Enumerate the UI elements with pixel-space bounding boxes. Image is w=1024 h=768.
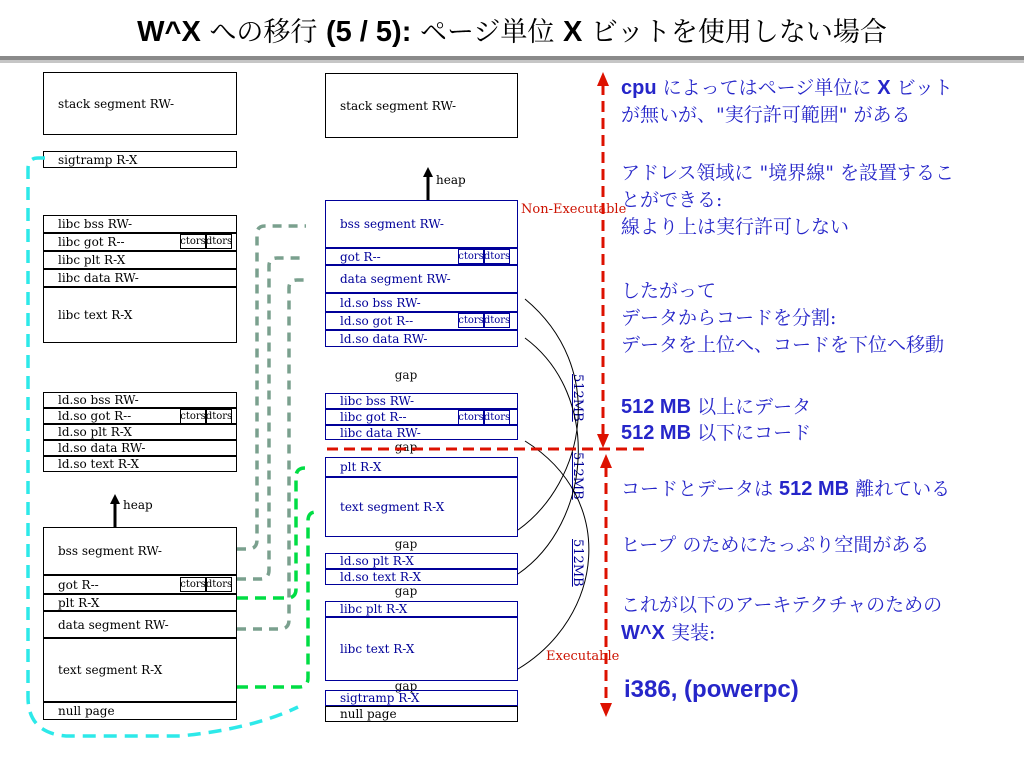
memory-row: null page [325,706,518,722]
ctors-dtors [458,249,510,264]
gap-label: gap [394,537,418,551]
memory-row: libc plt R-X [43,251,237,269]
dtors-box: dtors [483,315,511,326]
memory-row: libc plt R-X [325,601,518,617]
title-x: X [563,16,583,48]
mid-stack-box: stack segment RW- [325,73,518,138]
p2-line2: とができる: [621,189,723,211]
memory-row: ld.so plt R-X [325,553,518,569]
dtors-box: dtors [205,411,233,422]
ctors-box: ctors [180,411,206,422]
ctors-dtors [180,234,232,249]
teal-arrow-bss [237,226,306,549]
annotation-p2 [621,160,954,241]
p1-jp: によってはページ単位に [656,77,878,99]
annotation-p7 [621,591,942,647]
memory-row: plt R-X [325,457,518,477]
ctors-dtors [458,410,510,425]
heap-label-left: heap [123,498,153,512]
memory-row: ld.so data RW- [43,440,237,456]
title-rule-light [0,60,1024,63]
red-arrowhead-down [597,434,609,448]
cpu-word: cpu [621,77,657,99]
memory-row: bss segment RW- [325,200,518,248]
heap-arrowhead-left [110,494,120,504]
p1-line2: が無いが、"実行許可範囲" がある [621,104,911,126]
mb-label: 512MB [570,539,585,587]
annotation-p1 [621,75,953,129]
memory-row: text segment R-X [43,638,237,702]
memory-row: libc text R-X [43,287,237,343]
ctors-box: ctors [458,315,484,326]
annotation-p3 [621,278,944,359]
memory-row: libc got R-- [325,409,518,425]
memory-row: libc bss RW- [43,215,237,233]
left-stack-box: stack segment RW- [43,72,237,135]
p1-jp2: ビット [890,77,953,99]
annotation-p5 [621,476,950,503]
ctors-box: ctors [180,579,206,590]
memory-row: null page [43,702,237,720]
gap-label: gap [394,440,418,454]
dtors-box: dtors [483,412,511,423]
p3-line1: したがって [621,280,717,302]
ctors-dtors [458,313,510,328]
memory-row: ld.so bss RW- [325,293,518,312]
red-arrowhead-down [600,703,612,717]
mb-label: 512MB [570,374,585,422]
title-count: (5 / 5): [325,16,412,48]
memory-row: text segment R-X [325,477,518,537]
memory-row: bss segment RW- [43,527,237,575]
ctors-box: ctors [458,251,484,262]
memory-row: ld.so got R-- [43,408,237,424]
non-executable-label: Non-Executable [521,202,627,217]
memory-row: data segment RW- [43,611,237,638]
dtors-box: dtors [483,251,511,262]
p3-line2: データからコードを分割: [621,307,837,329]
x-word: X [877,77,891,99]
p5-jp1: コードとデータは [621,478,780,500]
title-wx: W^X [137,16,201,48]
green-arrow-plt [237,468,308,598]
gap-label: gap [394,584,418,598]
red-arrowhead-up [600,454,612,468]
p5-jp2: 離れている [849,478,951,500]
memory-row: ld.so data RW- [325,330,518,347]
annotation-arch: i386, (powerpc) [624,676,799,703]
red-arrowhead-up [597,72,609,86]
dtors-box: dtors [205,579,233,590]
memory-row: libc text R-X [325,617,518,681]
annotation-p4 [621,394,811,446]
wx-word: W^X [621,622,665,644]
mb512-word: 512 MB [621,396,692,418]
memory-row: ld.so text R-X [325,569,518,585]
memory-row: libc bss RW- [325,393,518,409]
page-title [0,10,1024,49]
p7-jp: 実装: [664,622,716,644]
gap-label: gap [394,368,418,382]
annotation-p6: ヒープ のためにたっぷり空間がある [621,534,930,556]
memory-row: got R-- [43,575,237,594]
ctors-dtors [180,577,232,592]
memory-row: libc data RW- [43,269,237,287]
title-jp2: ページ単位 [411,17,563,48]
heap-label-mid: heap [436,173,466,187]
memory-row: libc data RW- [325,425,518,440]
memory-row: ld.so text R-X [43,456,237,472]
memory-row: libc got R-- [43,233,237,251]
mb512-word: 512 MB [621,422,692,444]
ctors-box: ctors [180,236,206,247]
left-sigtramp-box: sigtramp R-X [43,151,237,168]
p7-line1: これが以下のアーキテクチャのための [621,594,943,616]
title-jp1: への移行 [200,17,326,48]
mb512-word: 512 MB [779,478,850,500]
memory-row: got R-- [325,248,518,265]
mb-label: 512MB [570,452,585,500]
teal-arrow-got [237,258,306,579]
memory-row: sigtramp R-X [325,690,518,706]
gap-label: gap [394,679,418,693]
memory-row: data segment RW- [325,265,518,293]
p4-jp2: 以下にコード [691,422,812,444]
ctors-dtors [180,409,232,424]
teal-arrow-data [237,280,306,629]
p3-line3: データを上位へ、コードを下位へ移動 [621,334,945,356]
p2-line1: アドレス領域に "境界線" を設置するこ [621,162,954,184]
green-arrow-text [237,512,316,687]
executable-label: Executable [546,649,620,664]
memory-row: ld.so bss RW- [43,392,237,408]
title-jp3: ビットを使用しない場合 [582,17,887,48]
memory-row: ld.so got R-- [325,312,518,330]
p4-jp1: 以上にデータ [691,396,812,418]
p2-line3: 線より上は実行許可しない [621,216,850,238]
dtors-box: dtors [205,236,233,247]
memory-row: plt R-X [43,594,237,611]
heap-arrowhead-mid [423,167,433,177]
ctors-box: ctors [458,412,484,423]
memory-row: ld.so plt R-X [43,424,237,440]
